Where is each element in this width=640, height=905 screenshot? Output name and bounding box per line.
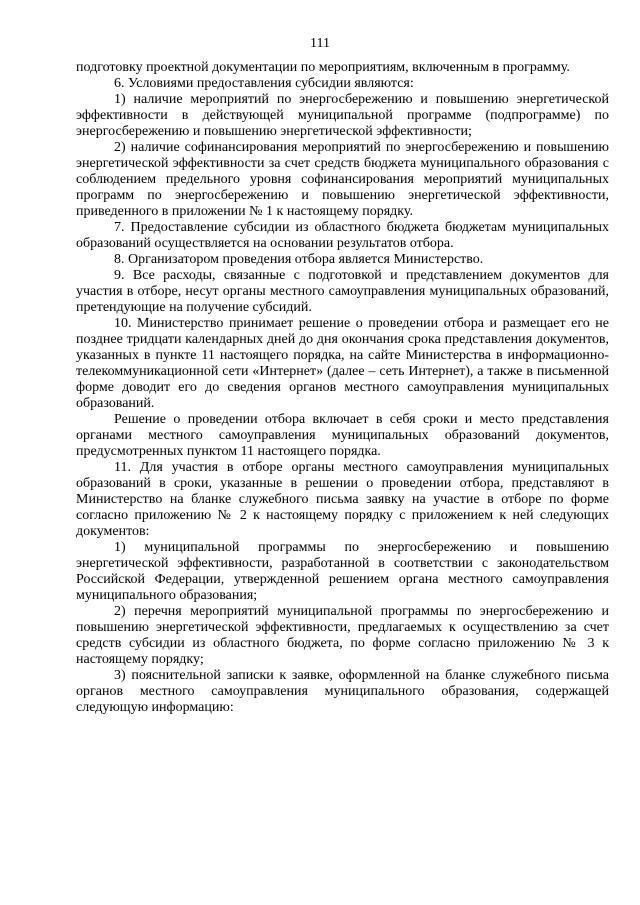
paragraph: 2) наличие софинансирования мероприятий по энергосбережению и повышению энергетической эффективности за счет средств бюджета муниципального образования с соблюдением предельного уровня софинансирования мероприятий муниципальных программ по энергосбережению и повышению энергетической эффективности, приведенного в приложении № 1 к настоящему порядку. xyxy=(76,140,609,219)
page-number: 111 xyxy=(310,36,330,51)
paragraph: подготовку проектной документации по мероприятиям, включенным в программу. xyxy=(76,60,570,75)
paragraph: 8. Организатором проведения отбора является Министерство. xyxy=(114,252,484,267)
paragraph: 3) пояснительной записки к заявке, оформленной на бланке служебного письма органов местного самоуправления муниципального образования, содержащей следующую информацию: xyxy=(76,668,609,715)
paragraph: 11. Для участия в отборе органы местного самоуправления муниципальных образований в сроки, указанные в решении о проведении отбора, представляют в Министерство на бланке служебного письма заявку на участие в отборе по форме согласно приложению № 2 к настоящему порядку с приложением к ней следующих документов: xyxy=(76,460,609,539)
paragraph: 10. Министерство принимает решение о проведении отбора и размещает его не позднее тридцати календарных дней до дня окончания срока представления документов, указанных в пункте 11 настоящего порядка, на сайте Министерства в информационно-телекоммуникационной сети «Интернет» (далее – сеть Интернет), а также в письменной форме доводит его до сведения органов местного самоуправления муниципальных образований. xyxy=(76,316,609,411)
paragraph: Решение о проведении отбора включает в себя сроки и место представления органами местного самоуправления муниципальных образований документов, предусмотренных пунктом 11 настоящего порядка. xyxy=(76,412,609,459)
paragraph: 1) муниципальной программы по энергосбережению и повышению энергетической эффективности, разработанной в соответствии с законодательством Российской Федерации, утвержденной решением органа местного самоуправления муниципального образования; xyxy=(76,540,609,603)
paragraph: 2) перечня мероприятий муниципальной программы по энергосбережению и повышению энергетической эффективности, предлагаемых к осуществлению за счет средств субсидии из областного бюджета, по форме согласно приложению № 3 к настоящему порядку; xyxy=(76,604,609,667)
paragraph: 6. Условиями предоставления субсидии являются: xyxy=(114,76,414,91)
paragraph: 1) наличие мероприятий по энергосбережению и повышению энергетической эффективности в действующей муниципальной программе (подпрограмме) по энергосбережению и повышению энергетической эффективности; xyxy=(76,92,609,139)
paragraph: 7. Предоставление субсидии из областного бюджета бюджетам муниципальных образований осуществляется на основании результатов отбора. xyxy=(76,220,609,251)
paragraph: 9. Все расходы, связанные с подготовкой и представлением документов для участия в отборе, несут органы местного самоуправления муниципальных образований, претендующие на получение субсидий. xyxy=(76,268,609,315)
document-body xyxy=(76,60,609,716)
